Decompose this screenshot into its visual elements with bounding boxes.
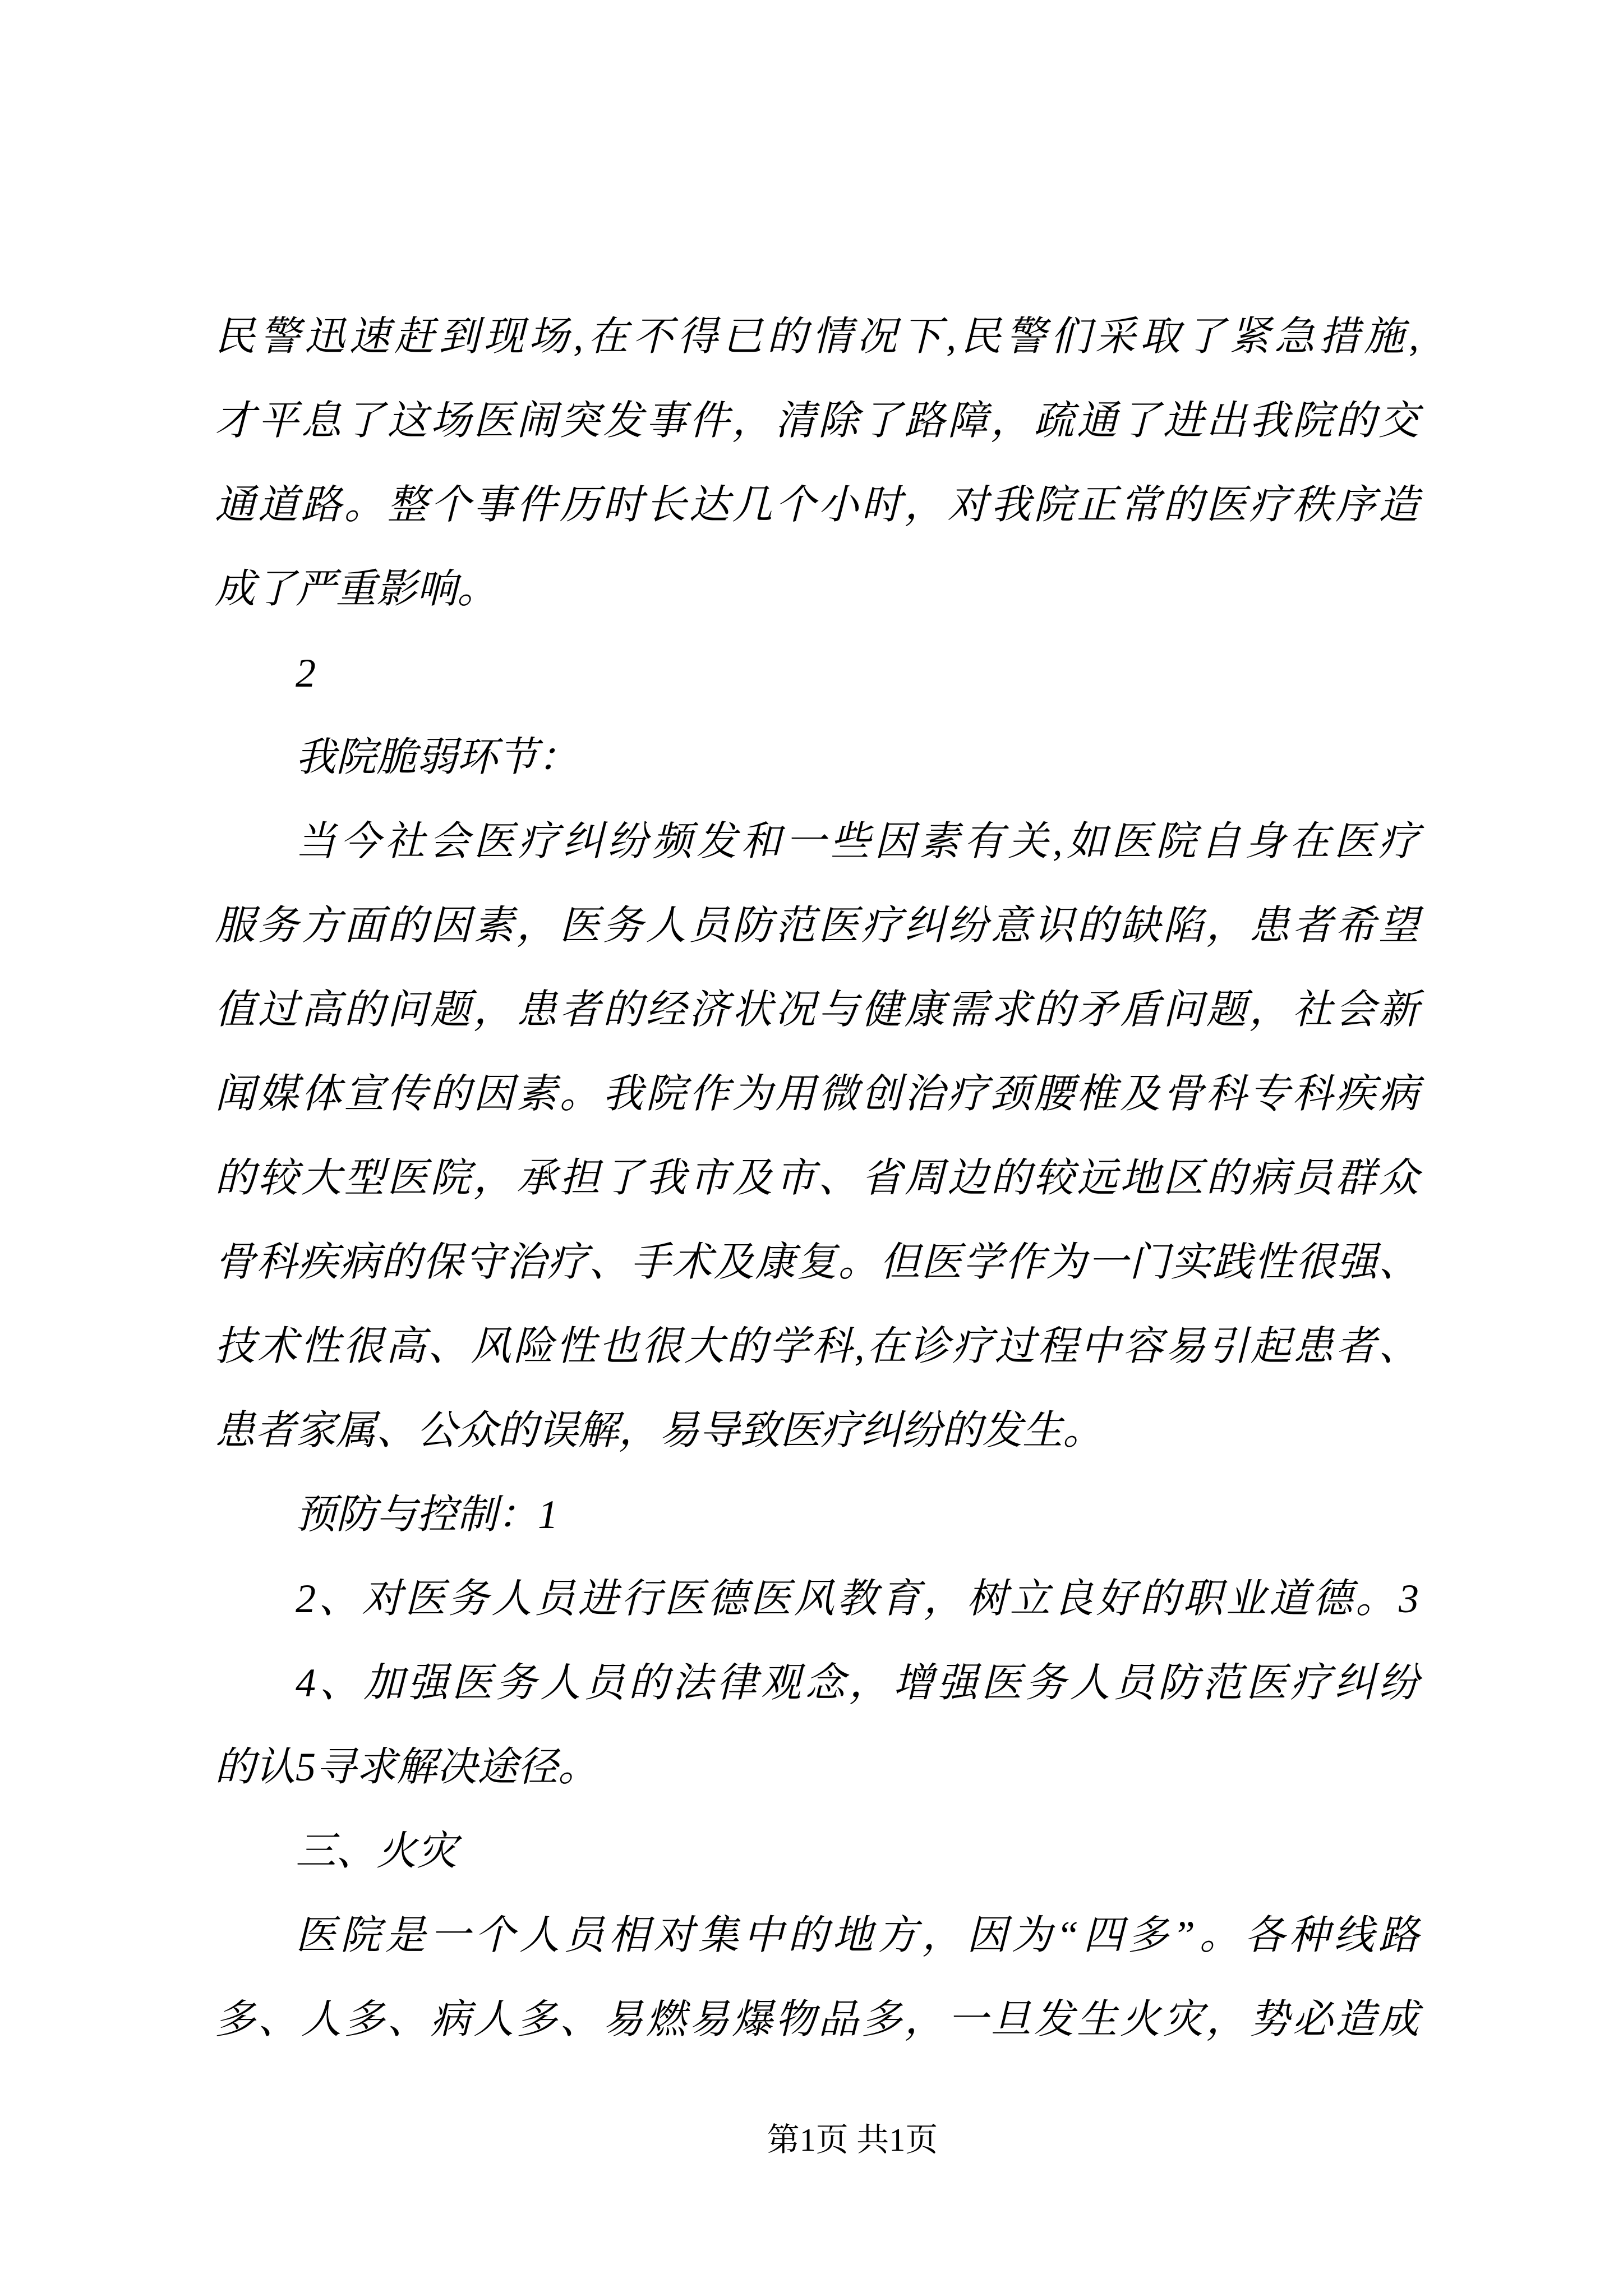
text-line: 服务方面的因素，医务人员防范医疗纠纷意识的缺陷，患者希望 — [215, 903, 1419, 948]
text-line: 患者家属、公众的误解，易导致医疗纠纷的发生。 — [215, 1408, 1104, 1453]
text-line: 民警迅速赶到现场,在不得已的情况下,民警们采取了紧急措施, — [215, 314, 1419, 359]
text-line: 的认5寻求解决途径。 — [215, 1745, 599, 1789]
text-line: 预防与控制：1 — [296, 1492, 559, 1537]
text-line: 的较大型医院，承担了我市及市、省周边的较远地区的病员群众 — [215, 1156, 1419, 1200]
text-line: 2 — [296, 651, 316, 696]
page-footer: 第1页 共1页 — [767, 2122, 938, 2158]
text-line: 通道路。整个事件历时长达几个小时，对我院正常的医疗秩序造 — [215, 482, 1419, 527]
text-line: 4、加强医务人员的法律观念，增强医务人员防范医疗纠纷 — [296, 1660, 1419, 1705]
text-line: 骨科疾病的保守治疗、手术及康复。但医学作为一门实践性很强、 — [215, 1240, 1419, 1285]
text-line: 技术性很高、风险性也很大的学科,在诊疗过程中容易引起患者、 — [215, 1324, 1419, 1369]
text-line: 我院脆弱环节： — [296, 735, 579, 780]
text-line: 成了严重影响。 — [215, 567, 498, 611]
text-line: 闻媒体宣传的因素。我院作为用微创治疗颈腰椎及骨科专科疾病 — [215, 1071, 1419, 1116]
text-line: 医院是一个人员相对集中的地方，因为“四多”。各种线路 — [296, 1913, 1419, 1958]
document-body — [215, 295, 1419, 2062]
text-line: 值过高的问题，患者的经济状况与健康需求的矛盾问题，社会新 — [215, 987, 1419, 1032]
text-line: 2、对医务人员进行医德医风教育，树立良好的职业道德。3 — [296, 1576, 1419, 1621]
text-line: 多、人多、病人多、易燃易爆物品多，一旦发生火灾，势必造成 — [215, 1997, 1419, 2042]
text-line: 三、火灾 — [296, 1829, 458, 1874]
text-line: 才平息了这场医闹突发事件，清除了路障，疏通了进出我院的交 — [215, 398, 1419, 443]
text-line: 当今社会医疗纠纷频发和一些因素有关,如医院自身在医疗 — [296, 819, 1419, 864]
